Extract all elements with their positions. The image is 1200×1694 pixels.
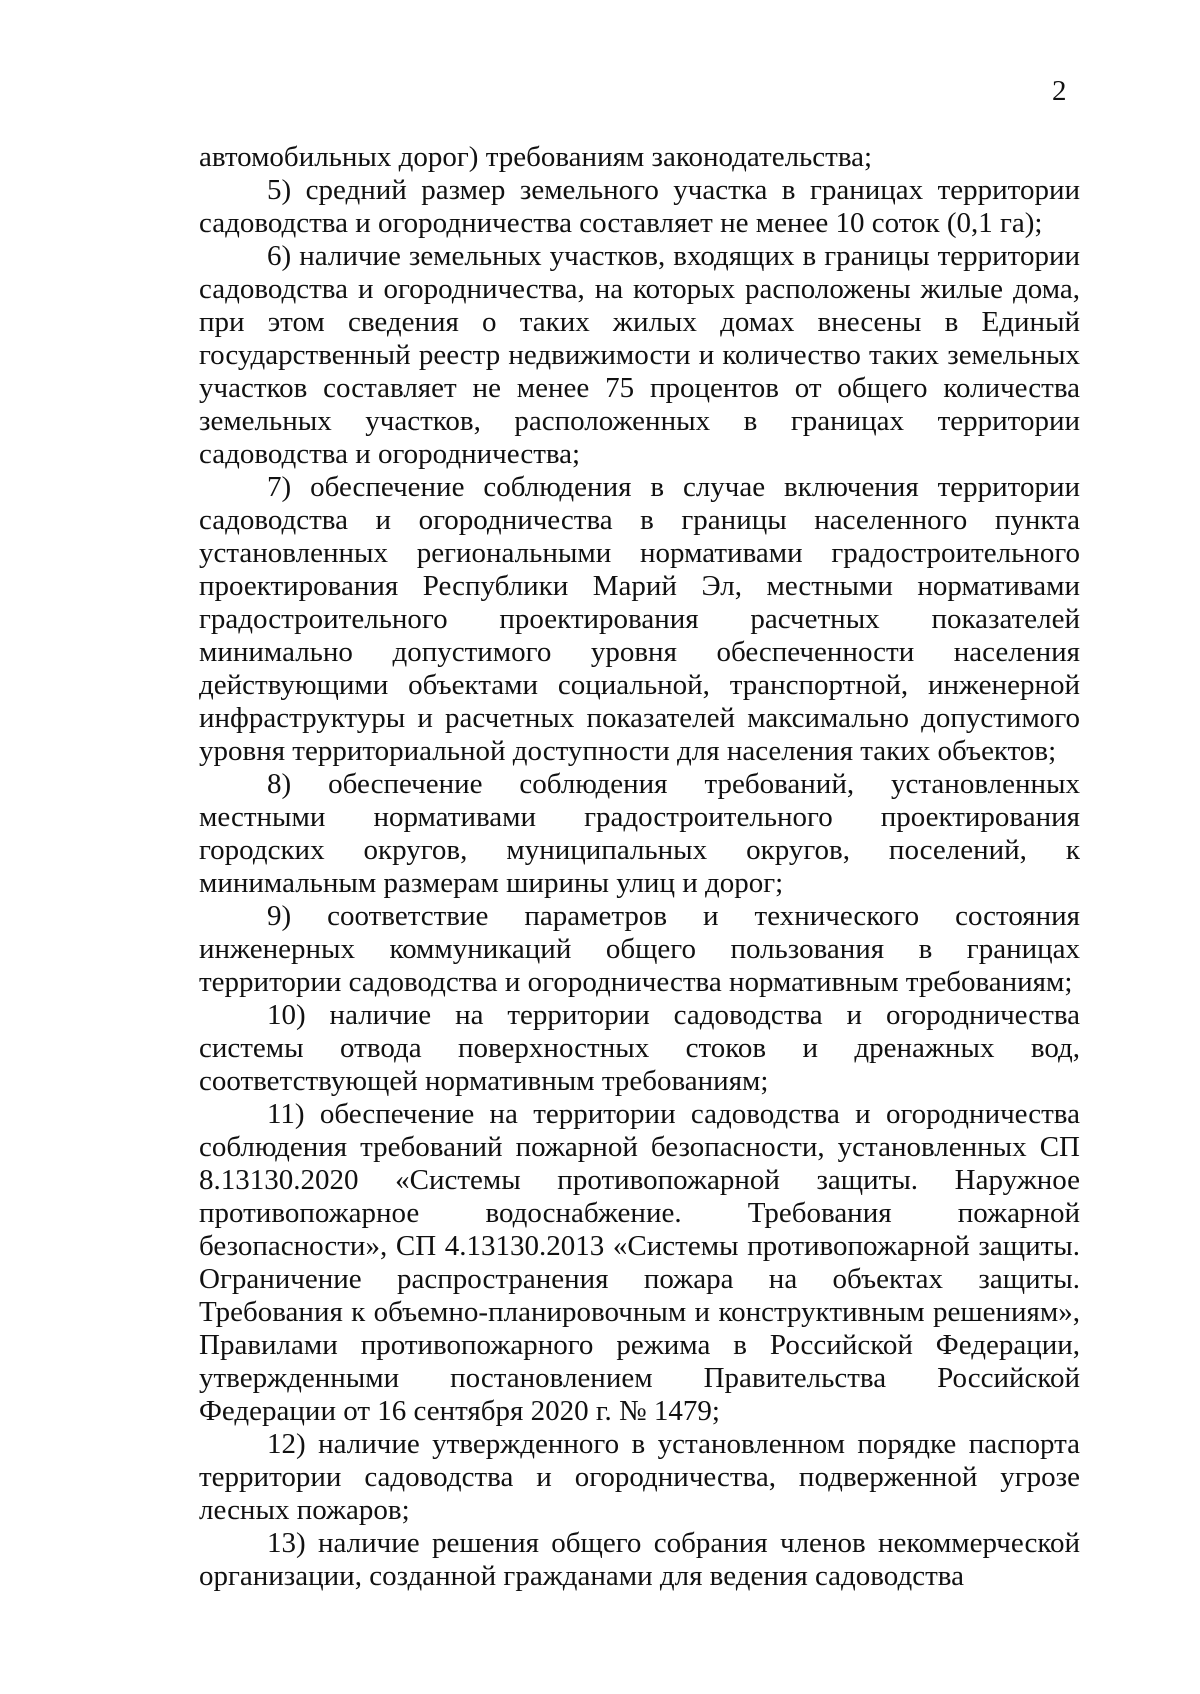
list-item-11: 11) обеспечение на территории садоводства и огородничества соблюдения требований пожарной безопасности, установленных СП 8.13130.2020 «Системы противопожарной защиты. Наружное противопожарное водоснабжение. Требования пожарной безопасности», СП 4.13130.2013 «Системы противопожарной защиты. Ограничение распространения пожара на объектах защиты. Требования к объемно-планировочным и конструктивным решениям», Правилами противопожарного режима в Российской Федерации, утвержденными постановлением Правительства Российской Федерации от 16 сентября 2020 г. № 1479; xyxy=(199,1098,1080,1427)
list-item-5: 5) средний размер земельного участка в границах территории садоводства и огородничества составляет не менее 10 соток (0,1 га); xyxy=(199,174,1080,239)
list-item-8: 8) обеспечение соблюдения требований, установленных местными нормативами градостроительного проектирования городских округов, муниципальных округов, поселений, к минимальным размерам ширины улиц и дорог; xyxy=(199,768,1080,899)
page-number: 2 xyxy=(1052,75,1067,107)
list-item-7: 7) обеспечение соблюдения в случае включения территории садоводства и огородничества в границы населенного пункта установленных региональными нормативами градостроительного проектирования Республики Марий Эл, местными нормативами градостроительного проектирования расчетных показателей минимально допустимого уровня обеспеченности населения действующими объектами социальной, транспортной, инженерной инфраструктуры и расчетных показателей максимально допустимого уровня территориальной доступности для населения таких объектов; xyxy=(199,471,1080,767)
document-body xyxy=(199,141,1080,1593)
paragraph-continuation: автомобильных дорог) требованиям законодательства; xyxy=(199,141,873,173)
list-item-13: 13) наличие решения общего собрания членов некоммерческой организации, созданной гражданами для ведения садоводства xyxy=(199,1527,1080,1592)
list-item-9: 9) соответствие параметров и технического состояния инженерных коммуникаций общего пользования в границах территории садоводства и огородничества нормативным требованиям; xyxy=(199,900,1080,998)
list-item-6: 6) наличие земельных участков, входящих в границы территории садоводства и огородничества, на которых расположены жилые дома, при этом сведения о таких жилых домах внесены в Единый государственный реестр недвижимости и количество таких земельных участков составляет не менее 75 процентов от общего количества земельных участков, расположенных в границах территории садоводства и огородничества; xyxy=(199,240,1080,470)
list-item-10: 10) наличие на территории садоводства и огородничества системы отвода поверхностных стоков и дренажных вод, соответствующей нормативным требованиям; xyxy=(199,999,1080,1097)
list-item-12: 12) наличие утвержденного в установленном порядке паспорта территории садоводства и огородничества, подверженной угрозе лесных пожаров; xyxy=(199,1428,1080,1526)
